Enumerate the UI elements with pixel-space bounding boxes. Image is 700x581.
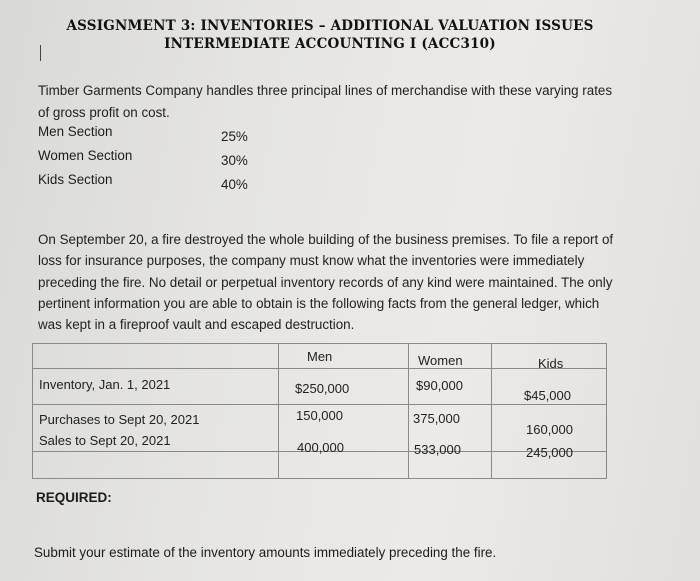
cell-purchases-women: 375,000: [413, 411, 460, 426]
table-divider: [408, 344, 409, 478]
table-divider: [33, 404, 606, 405]
rate-value: 25%: [221, 129, 248, 144]
column-header-kids: Kids: [538, 356, 564, 371]
rate-section-label: Kids Section: [38, 172, 113, 187]
column-header-men: Men: [307, 349, 333, 364]
row-label-sales: Sales to Sept 20, 2021: [39, 433, 171, 448]
cell-sales-men: 400,000: [297, 440, 344, 455]
fire-paragraph: On September 20, a fire destroyed the whole building of the business premises. To file a report of loss for insurance purposes, the company must know what the inventories were immediately preceding the fire. No detail or perpetual inventory records of any kind were maintained. The only pertinent information you are able to obtain is the following facts from the general ledger, which was kept in a fireproof vault and escaped destruction.: [38, 232, 614, 333]
cell-sales-women: 533,000: [414, 442, 461, 457]
cell-inventory-women: $90,000: [416, 378, 463, 393]
table-divider: [491, 344, 492, 478]
intro-paragraph: Timber Garments Company handles three principal lines of merchandise with these varying rates of gross profit on cost.: [38, 83, 613, 120]
text-cursor: [40, 45, 41, 61]
cell-purchases-kids: 160,000: [526, 422, 573, 437]
table-divider: [33, 368, 606, 369]
course-title: INTERMEDIATE ACCOUNTING I (ACC310): [164, 36, 496, 52]
rate-section-label: Women Section: [38, 148, 133, 163]
required-heading: REQUIRED:: [36, 490, 112, 505]
cell-inventory-kids: $45,000: [524, 388, 571, 403]
column-header-women: Women: [418, 353, 463, 368]
cell-sales-kids: 245,000: [526, 445, 573, 460]
required-instruction: Submit your estimate of the inventory amounts immediately preceding the fire.: [34, 545, 497, 560]
row-label-inventory: Inventory, Jan. 1, 2021: [39, 377, 171, 392]
cell-purchases-men: 150,000: [296, 408, 343, 423]
assignment-title: ASSIGNMENT 3: INVENTORIES – ADDITIONAL VALUATION ISSUES: [66, 18, 594, 34]
row-label-purchases: Purchases to Sept 20, 2021: [39, 412, 200, 427]
table-divider: [278, 344, 279, 478]
rate-value: 30%: [221, 153, 248, 168]
rate-section-label: Men Section: [38, 124, 113, 139]
ledger-table: [32, 343, 607, 479]
cell-inventory-men: $250,000: [295, 381, 350, 396]
rate-value: 40%: [221, 177, 248, 192]
